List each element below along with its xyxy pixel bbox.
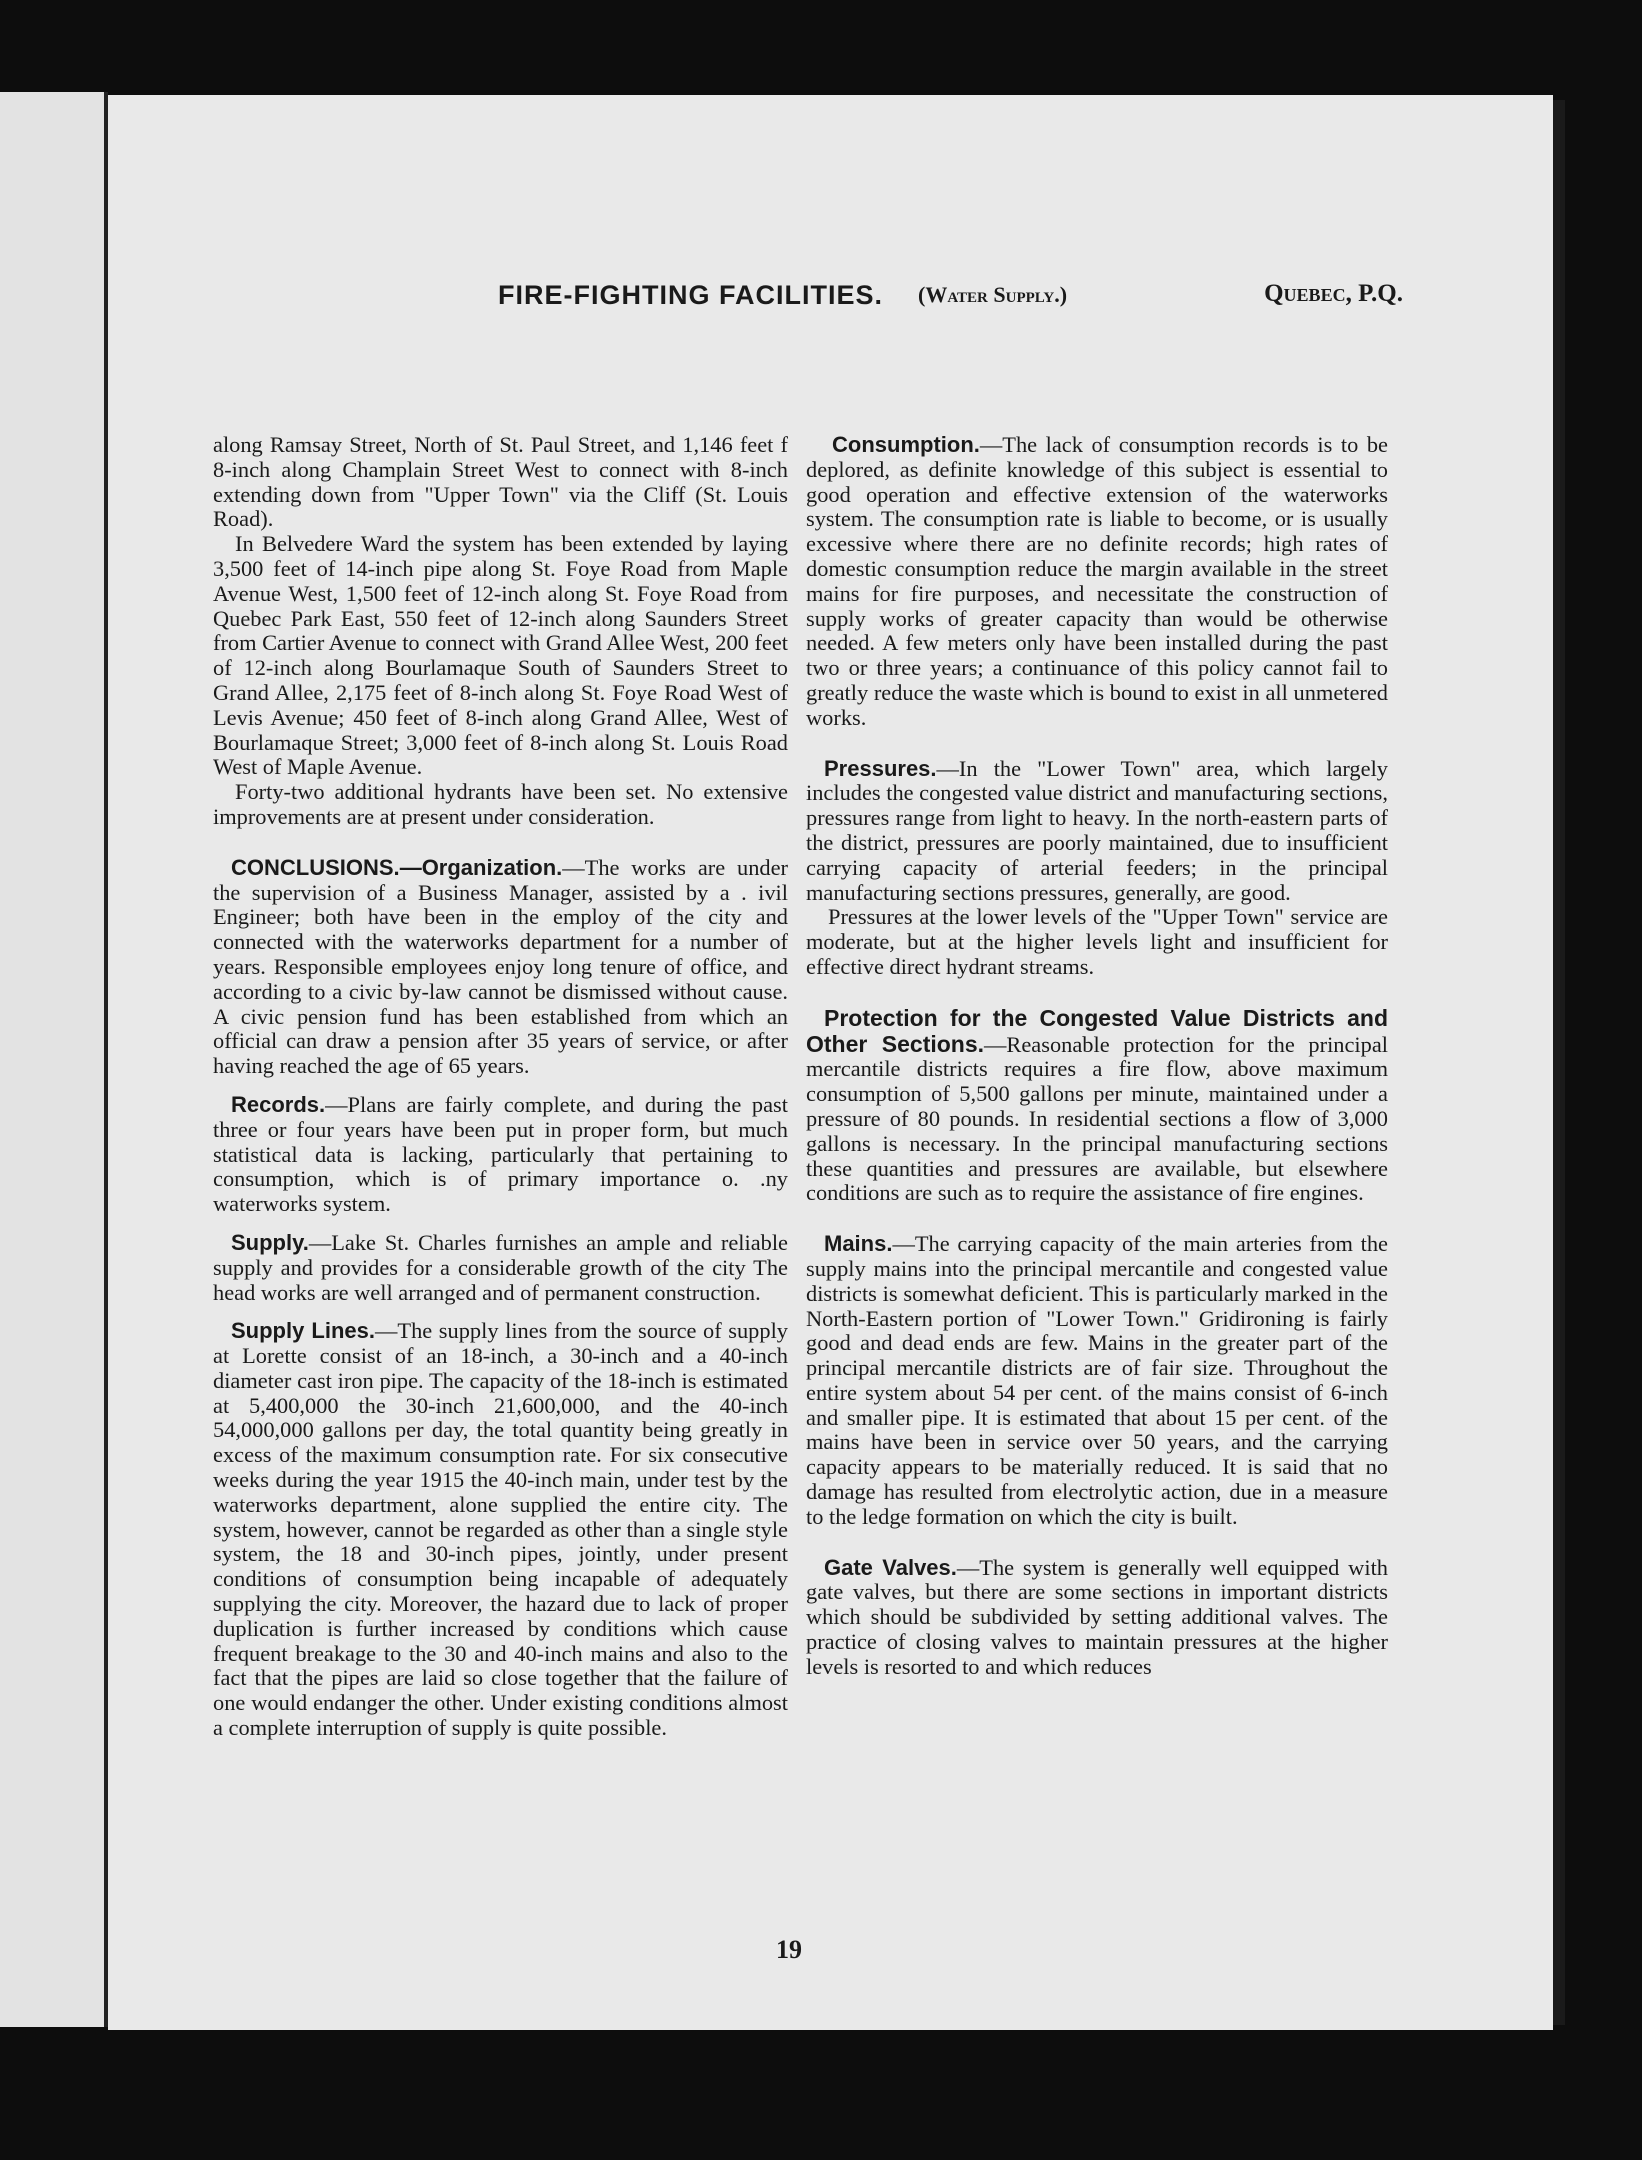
running-header bbox=[108, 280, 1553, 340]
gate-valves-text: —The system is generally well equipped with gate valves, but there are some sections in important districts which should be subdivided by setting additional valves. The practice of closing valves to maintain pressures at the higher levels is resorted to and which reduces bbox=[806, 1554, 1388, 1679]
section-pressures bbox=[806, 757, 1388, 906]
section-mains bbox=[806, 1232, 1388, 1530]
conclusions-heading: CONCLUSIONS. bbox=[231, 854, 400, 880]
section-records bbox=[213, 1093, 788, 1217]
document-page bbox=[108, 95, 1553, 2030]
page-number: 19 bbox=[776, 1935, 802, 1964]
section-gate-valves bbox=[806, 1556, 1388, 1680]
section-supply bbox=[213, 1231, 788, 1305]
page-shadow bbox=[1553, 100, 1565, 2025]
mains-text: —The carrying capacity of the main arteries from the supply mains into the principal mercantile and congested value districts is somewhat deficient. This is particularly marked in the North-Eastern portion of "Lower Town." Gridironing is fairly good and dead ends are few. Mains in the greater part of the principal mercantile districts are of fair size. Throughout the entire system about 54 per cent. of the mains consist of 6-inch and smaller pipe. It is estimated that about 15 per cent. of the mains have been in service over 50 years, and the carrying capacity appears to be materially reduced. It is said that no damage has resulted from electrolytic action, due in a measure to the ledge formation on which the city is built. bbox=[806, 1231, 1388, 1529]
consumption-heading: Consumption. bbox=[832, 432, 980, 457]
header-title: FIRE-FIGHTING FACILITIES. bbox=[498, 280, 883, 310]
supply-heading: Supply. bbox=[231, 1229, 309, 1255]
consumption-text: —The lack of consumption records is to be deplored, as definite knowledge of this subject is essential to good operation and effective extension of the waterworks system. The consumption rate is liable to become, or is usually excessive where there are no definite records; high rates of domestic consumption reduce the margin available in the street mains for fire purposes, and necessitate the construction of supply works of greater capacity than would be otherwise needed. A few meters only have been installed during the past two or three years; a continuance of this policy cannot fail to greatly reduce the waste which is bound to exist in all unmetered works. bbox=[806, 432, 1388, 730]
organization-text: —The works are under the supervision of a Business Manager, assisted by a . ivil Engineer; both have been in the employ of the city and connected with the waterworks department for a number of years. Responsible employees enjoy long tenure of office, and according to a civic by-law cannot be dismissed without cause. A civic pension fund has been established from which an official can draw a pension after 35 years of service, or after having reached the age of 65 years. bbox=[213, 854, 788, 1079]
header-location: Quebec, P.Q. bbox=[1264, 280, 1403, 307]
section-protection bbox=[806, 1006, 1388, 1206]
section-consumption bbox=[806, 433, 1388, 731]
pressures-heading: Pressures. bbox=[824, 755, 937, 781]
gate-valves-heading: Gate Valves. bbox=[824, 1554, 957, 1580]
mains-heading: Mains. bbox=[824, 1231, 893, 1257]
records-heading: Records. bbox=[231, 1091, 326, 1117]
supply-text: —Lake St. Charles furnishes an ample and reliable supply and provides for a considerable growth of the city The head works are well arranged and of permanent construction. bbox=[213, 1229, 788, 1305]
facing-page-edge bbox=[0, 92, 108, 2027]
protection-text: —Reasonable protection for the principal mercantile districts requires a fire flow, above maximum consumption of 5,500 gallons per minute, maintained under a pressure of 80 pounds. In residential sections a flow of 3,000 gallons is necessary. In the principal manufacturing sections these quantities and pressures are available, but elsewhere conditions are such as to require the assistance of fire engines. bbox=[806, 1031, 1389, 1206]
organization-heading: —Organization. bbox=[399, 854, 563, 880]
section-supply-lines bbox=[213, 1319, 788, 1741]
paragraph: along Ramsay Street, North of St. Paul Street, and 1,146 feet f 8-inch along Champlain Street West to connect with 8-inch extending down from "Upper Town" via the Cliff (St. Louis Road). bbox=[213, 432, 788, 532]
paragraph: In Belvedere Ward the system has been extended by laying 3,500 feet of 14-inch pipe along St. Foye Road from Maple Avenue West, 1,500 feet of 12-inch along St. Foye Road from Quebec Park East, 550 feet of 12-inch along Saunders Street from Cartier Avenue to connect with Grand Allee West, 200 feet of 12-inch along Bourlamaque South of Saunders Street to Grand Allee, 2,175 feet of 8-inch along St. Foye Road West of Levis Avenue; 450 feet of 8-inch along Grand Allee, West of Bourlamaque Street; 3,000 feet of 8-inch along St. Louis Road West of Maple Avenue. bbox=[213, 531, 788, 780]
pressures-text: —In the "Lower Town" area, which largely includes the congested value district and manufacturing sections, pressures range from light to heavy. In the north-eastern parts of the district, pressures are poorly maintained, due to insufficient carrying capacity of arterial feeders; in the principal manufacturing sections pressures, generally, are good. bbox=[806, 755, 1388, 905]
supply-lines-text: —The supply lines from the source of supply at Lorette consist of an 18-inch, a 30-inch and a 40-inch diameter cast iron pipe. The capacity of the 18-inch is estimated at 5,400,000 the 30-inch 21,600,000, and the 40-inch 54,000,000 gallons per day, the total quantity being greatly in excess of the maximum consumption rate. For six consecutive weeks during the year 1915 the 40-inch main, under test by the waterworks department, alone supplied the entire city. The system, however, cannot be regarded as other than a single style system, the 18 and 30-inch pipes, jointly, under present conditions of consumption being incapable of adequately supplying the city. Moreover, the hazard due to lack of proper duplication is further increased by conditions which cause frequent breakage to the 30 and 40-inch mains and also to the fact that the pipes are laid so close together that the failure of one would endanger the other. Under existing conditions almost a complete interruption of supply is quite possible. bbox=[213, 1318, 788, 1741]
protection-heading: Protection for the Congested Value Districts and Other Sections. bbox=[806, 1004, 1388, 1057]
right-column bbox=[806, 433, 1388, 1680]
paragraph: Pressures at the lower levels of the "Upper Town" service are moderate, but at the higher levels light and insufficient for effective direct hydrant streams. bbox=[806, 904, 1388, 979]
left-column bbox=[213, 433, 788, 1741]
supply-lines-heading: Supply Lines. bbox=[231, 1318, 376, 1344]
section-organization bbox=[213, 856, 788, 1079]
records-text: —Plans are fairly complete, and during the past three or four years have been put in proper form, but much statistical data is lacking, particularly that pertaining to consumption, which is of primary importance o. .ny waterworks system. bbox=[213, 1091, 788, 1217]
header-subtitle: (Water Supply.) bbox=[918, 282, 1068, 307]
paragraph: Forty-two additional hydrants have been set. No extensive improvements are at present under consideration. bbox=[213, 779, 788, 829]
